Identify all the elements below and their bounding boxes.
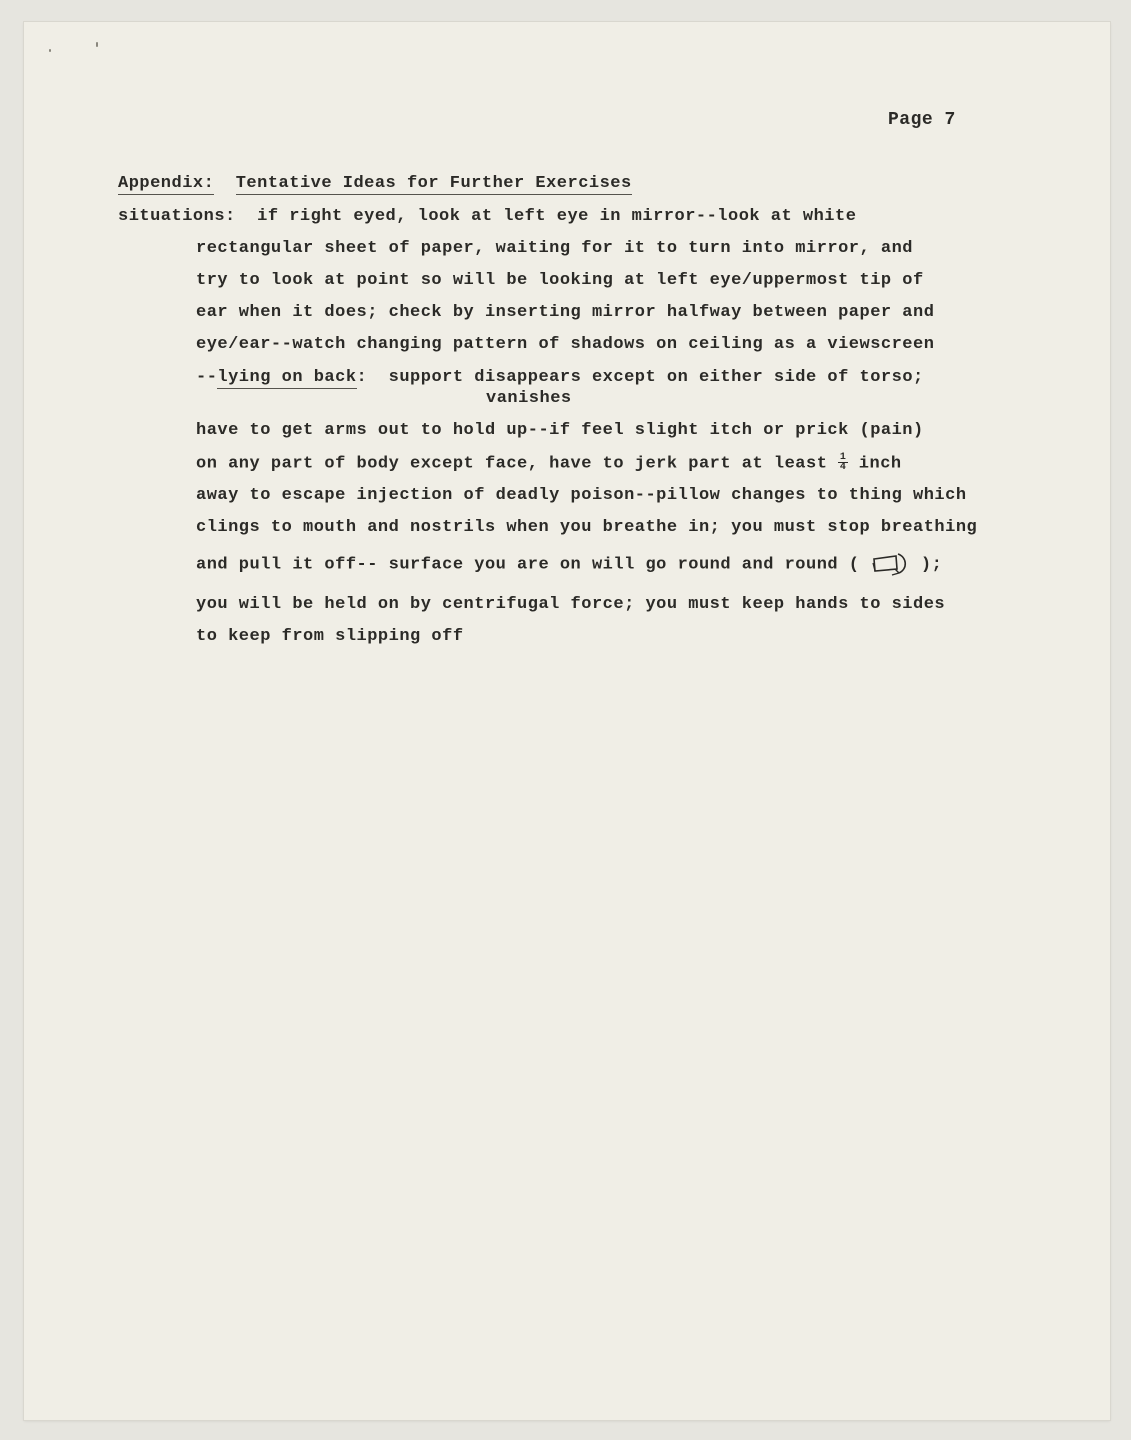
paper-speck [96, 42, 98, 47]
body-line-6-text: : support disappears except on either side of torso; [356, 368, 924, 387]
dash: -- [196, 368, 218, 387]
body-line-12: you will be held on by centrifugal force; you must keep hands to sides [196, 595, 946, 614]
body-line-7: have to get arms out to hold up--if feel slight itch or prick (pain) [196, 421, 924, 440]
fraction-one-quarter [838, 453, 848, 473]
body-line-3: try to look at point so will be looking at left eye/uppermost tip of [196, 271, 924, 290]
lying-on-back-underlined: lying on back [217, 368, 357, 387]
body-line-8-end: inch [848, 454, 902, 474]
body-line-2: rectangular sheet of paper, waiting for it to turn into mirror, and [196, 239, 914, 258]
heading-label: Appendix: [118, 174, 215, 193]
body-line-8 [196, 453, 902, 474]
rotation-sketch-icon [870, 550, 910, 578]
fraction-numerator: 1 [839, 452, 847, 463]
body-line-6 [196, 368, 924, 388]
body-line-13: to keep from slipping off [196, 627, 464, 646]
body-line-5: eye/ear--watch changing pattern of shadows on ceiling as a viewscreen [196, 335, 935, 354]
body-line-10: clings to mouth and nostrils when you breathe in; you must stop breathing [196, 518, 978, 537]
appendix-heading [118, 174, 632, 194]
insertion-word: vanishes [486, 389, 572, 408]
body-line-4: ear when it does; check by inserting mirror halfway between paper and [196, 303, 935, 322]
body-line-9: away to escape injection of deadly poison--pillow changes to thing which [196, 486, 967, 505]
page-number: Page 7 [888, 110, 956, 130]
body-line-11 [196, 550, 942, 578]
body-line-8-text: on any part of body except face, have to jerk part at least [196, 454, 839, 474]
heading-title: Tentative Ideas for Further Exercises [235, 174, 632, 193]
situations-label: situations: [118, 207, 236, 226]
body-line-1 [118, 207, 856, 227]
paper-speck [49, 49, 51, 52]
body-line-11-end: ); [910, 555, 943, 575]
fraction-denominator: 4 [839, 462, 847, 473]
body-line-11-text: and pull it off-- surface you are on will go round and round ( [196, 555, 871, 575]
document-page [24, 22, 1110, 1420]
body-line-1-text: if right eyed, look at left eye in mirror--look at white [235, 207, 857, 226]
